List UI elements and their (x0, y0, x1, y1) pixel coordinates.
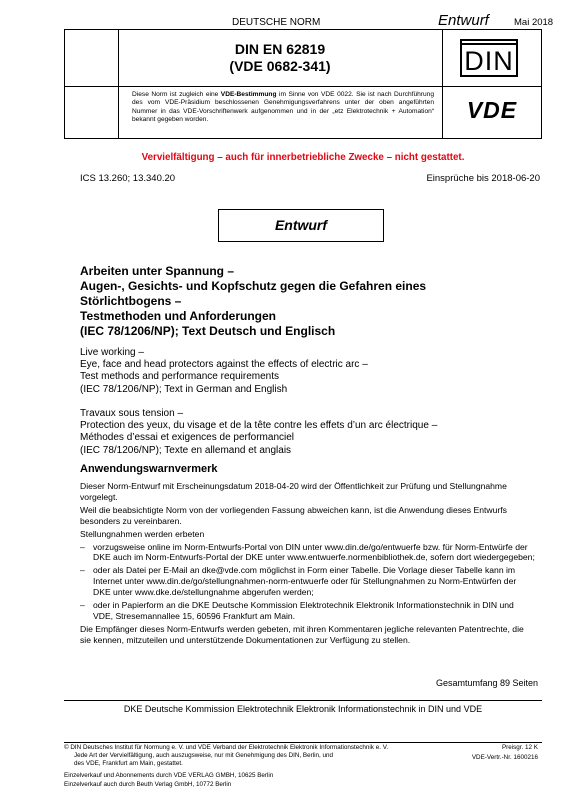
reproduction-warning: Vervielfältigung – auch für innerbetriebliche Zwecke – nicht gestattet. (141, 152, 465, 163)
copyright-notice (64, 744, 464, 769)
title-french-line: Travaux sous tension – (80, 408, 184, 419)
sales-line: Einzelverkauf und Abonnements durch VDE VERLAG GMBH, 10625 Berlin (64, 772, 274, 779)
list-item-text: vorzugsweise online im Norm-Entwurfs-Portal von DIN unter www.din.de/go/entwuerfe bzw. für Norm-Entwürfe der DKE auch im Norm-Entwurfs-Portal der DKE unter www.entwuerfe.normenbibliothek.de, sofern dort wiedergegeben; (93, 541, 535, 563)
vde-notice-highlight: VDE-Bestimmung (220, 91, 277, 98)
price-group: Preisgr. 12 K (501, 744, 538, 751)
publication-date: Mai 2018 (514, 17, 554, 28)
list-dash: – (80, 600, 85, 611)
title-french-line: (IEC 78/1206/NP); Texte en allemand et anglais (80, 444, 292, 456)
list-item-text: oder in Papierform an die DKE Deutsche Kommission Elektrotechnik Elektronik Informationstechnik in DIN und VDE, Stresemannallee 15, 60596 Frankfurt am Main. (93, 600, 514, 621)
title-french (80, 408, 550, 457)
list-item (80, 542, 536, 564)
standard-number: DIN EN 62819 (234, 41, 326, 57)
vde-notice-prefix: Diese Norm ist zugleich eine (132, 91, 221, 98)
dke-top-rule (64, 700, 542, 701)
din-logo (460, 39, 518, 77)
title-german-line: (IEC 78/1206/NP); Text Deutsch und Englisch (80, 324, 336, 338)
warning-paragraph: Weil die beabsichtigte Norm von der vorliegenden Fassung abweichen kann, ist die Anwendung dieses Entwurfs besonders zu vereinbaren. (80, 504, 507, 526)
draft-label: Entwurf (438, 12, 489, 29)
copyright-line: Jede Art der Vervielfältigung, auch auszugsweise, nur mit Genehmigung des DIN, Berlin, und (74, 752, 334, 760)
warning-list (80, 542, 536, 622)
ics-code: ICS 13.260; 13.340.20 (80, 173, 176, 184)
header-middle-rule (64, 86, 542, 87)
title-german (80, 264, 540, 339)
dke-line: DKE Deutsche Kommission Elektrotechnik Elektronik Informationstechnik in DIN und VDE (123, 704, 483, 714)
title-german-line: Testmethoden und Anforderungen (80, 309, 276, 323)
warning-heading: Anwendungswarnvermerk (80, 463, 218, 475)
vde-notice (132, 91, 434, 124)
header-divider-right (442, 29, 443, 139)
dke-bottom-rule (64, 742, 542, 743)
title-english-line: Eye, face and head protectors against the effects of electric arc – (80, 359, 368, 371)
warning-paragraph: Stellungnahmen werden erbeten (80, 528, 205, 539)
vde-notice-suffix: im Sinne von VDE 0022. Sie ist nach Durchführung des vom VDE-Präsidium beschlossenen Genehmigungsverfahrens unter der oben angeführten Nummer in das VDE-Vorschriftenwerk aufgenommen und in der „etz Elektrotechnik + Automation“ bekannt gegeben worden. (132, 91, 434, 123)
title-french-line: Méthodes d’essai et exigences de performanciel (80, 432, 295, 444)
title-english-line: Live working – (80, 347, 144, 358)
warning-paragraph: Die Empfänger dieses Norm-Entwurfs werden gebeten, mit ihren Kommentaren jegliche relevanten Patentrechte, die sie kennen, mitzuteilen und unterstützende Dokumentationen zur Verfügung zu stellen. (80, 623, 524, 645)
copyright-line: des VDE, Frankfurt am Main, gestattet. (74, 760, 183, 768)
warning-body (80, 481, 536, 646)
title-english (80, 347, 540, 396)
title-english-line: (IEC 78/1206/NP); Text in German and English (80, 383, 288, 395)
title-german-line: Störlichtbogens – (80, 294, 182, 308)
list-dash: – (80, 565, 85, 576)
list-dash: – (80, 541, 85, 552)
sales-info (64, 771, 464, 789)
title-german-line: Arbeiten unter Spannung – (80, 264, 235, 278)
copyright-line: © DIN Deutsches Institut für Normung e. V. und VDE Verband der Elektrotechnik Elektronik Informationstechnik e. V. (64, 744, 389, 751)
sales-line: Einzelverkauf auch durch Beuth Verlag GmbH, 10772 Berlin (64, 781, 232, 788)
vde-logo: VDE (466, 97, 518, 123)
total-pages: Gesamtumfang 89 Seiten (435, 678, 538, 688)
title-german-line: Augen-, Gesichts- und Kopfschutz gegen die Gefahren eines (80, 279, 427, 293)
warning-paragraph: Dieser Norm-Entwurf mit Erscheinungsdatum 2018-04-20 wird der Öffentlichkeit zur Prüfung und Stellungnahme vorgelegt. (80, 481, 507, 502)
vde-classification: (VDE 0682-341) (229, 58, 331, 74)
list-item (80, 565, 536, 598)
svg-text:DIN: DIN (464, 46, 514, 76)
list-item-text: oder als Datei per E-Mail an dke@vde.com möglichst in Form einer Tabelle. Die Vorlage dieser Tabelle kann im Internet unter www.din.de/go/stellungnahmen-norm-entwuerfe oder für Stellungnahmen zu Norm-Entwürfen der DKE unter www.dke.de/stellungnahme abgerufen werden; (93, 565, 517, 598)
list-item (80, 600, 536, 622)
title-french-line: Protection des yeux, du visage et de la tête contre les effets d’un arc électrique – (80, 420, 438, 432)
draft-box-label: Entwurf (274, 217, 328, 233)
norm-type-label: DEUTSCHE NORM (232, 17, 321, 28)
vde-sales-number: VDE-Vertr.-Nr. 1600216 (471, 754, 538, 761)
objection-deadline: Einsprüche bis 2018-06-20 (426, 173, 540, 184)
title-english-line: Test methods and performance requirements (80, 371, 279, 383)
